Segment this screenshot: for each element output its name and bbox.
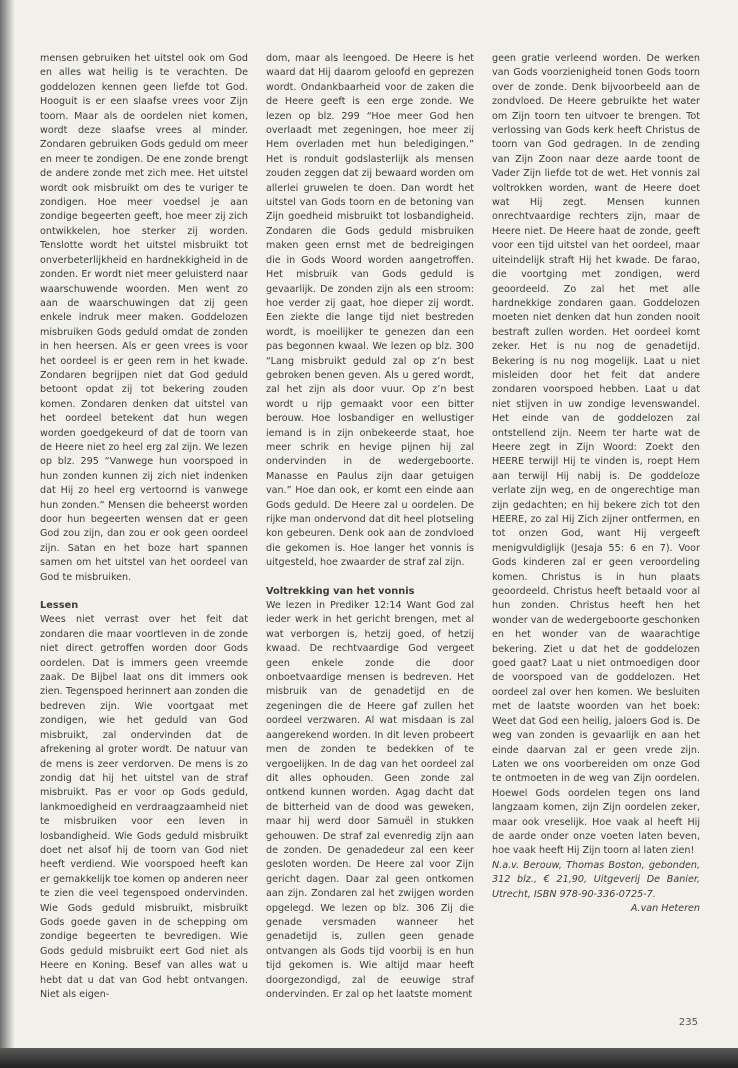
body-paragraph: dom, maar als leengoed. De Heere is het waard dat Hij daarom geloofd en geprezen wordt. Ondankbaarheid voor de zaken die de Heere geeft is een erge zonde. We lezen op blz. 299 “Hoe meer God hen overlaadt met zegeningen, hoe meer zij Hem overladen met hun beledigingen.” Het is ronduit godslasterlijk als mensen zouden zeggen dat zij bewaard worden om allerlei gruwelen te doen. Dan wordt het uitstel van Gods toorn en de betoning van Zijn goedheid misbruikt tot losbandigheid. Zondaren die Gods geduld misbruiken maken geen ernst met de bedreigingen die in Gods Woord worden aangetroffen. Het misbruik van Gods geduld is gevaarlijk. De zonden zijn als een stroom: hoe verder zij gaat, hoe dieper zij wordt. Een ziekte die lange tijd niet bestreden wordt, is moeilijker te genezen dan een pas begonnen kwaal. We lezen op blz. 300 “Lang misbruikt geduld zal op z’n best gebroken benen geven. Als u gered wordt, zal het zijn als door vuur. Op z’n best wordt u rijp gemaakt voor een bitter berouw. Hoe losbandiger en wellustiger iemand is in zijn onbekeerde staat, hoe meer schrik en hevige pijnen hij zal ondervinden in de wedergeboorte. Manasse en Paulus zijn daar getuigen van.” Hoe dan ook, er komt een einde aan Gods geduld. De Heere zal u oordelen. De rijke man ondervond dat dit heel plotseling kon gebeuren. Denk ook aan de zondvloed die gekomen is. Hoe langer het vonnis is uitgesteld, hoe zwaarder de straf zal zijn. (266, 53, 474, 569)
column-1 (40, 52, 248, 1002)
article-columns (40, 52, 700, 1002)
section-heading-lessen: Lessen (40, 600, 79, 612)
author-signature: A.van Heteren (630, 902, 700, 914)
body-paragraph: geen gratie verleend worden. De werken van Gods voorzienigheid tonen Gods toorn over de zonde. Denk bijvoorbeeld aan de zondvloed. De Heere gebruikte het water om Zijn toorn ten uitvoer te brengen. Tot verlossing van Gods kerk heeft Christus de toorn van God gedragen. In de zending van Zijn Zoon naar deze aarde toont de Vader Zijn liefde tot de wet. Het vonnis zal voltrokken worden, want de Heere doet wat Hij zegt. Mensen kunnen onrechtvaardige rechters zijn, maar de Heere niet. De Heere haat de zonde, geeft voor een tijd uitstel van het oordeel, maar uiteindelijk straft Hij het kwade. De farao, die voortging met zondigen, werd geoordeeld. Zo zal het met alle hardnekkige zondaren gaan. Goddelozen moeten niet denken dat hun zonden nooit bestraft zullen worden. Het oordeel komt zeker. Het is nu nog de genadetijd. Bekering is nu nog mogelijk. Laat u niet misleiden door het feit dat andere zondaren voorspoed hebben. Laat u dat niet stijven in uw zondige levenswandel. Het einde van de goddelozen zal ontstellend zijn. Neem ter harte wat de Heere zegt in Zijn Woord: Zoekt den HEERE terwijl Hij te vinden is, roept Hem aan terwijl Hij nabij is. De goddeloze verlate zijn weg, en de ongerechtige man zijn gedachten; en hij bekere zich tot den HEERE, zo zal Hij Zich zijner ontfermen, en tot onzen God, want Hij vergeeft menigvuldiglijk (Jesaja 55: 6 en 7). Voor Gods kinderen zal er geen veroordeling komen. Christus is in hun plaats geoordeeld. Christus heeft betaald voor al hun zonden. Christus heeft hen het wonder van de wedergeboorte geschonken en het wonder van de waarachtige bekering. Ziet u dat het de goddelozen goed gaat? Laat u niet ontmoedigen door de voorspoed van de goddelozen. Het oordeel zal over hen komen. We besluiten met de laatste woorden van het boek: Weet dat God een heilig, jaloers God is. De weg van zonden is gevaarlijk en aan het einde daarvan zal er geen vrede zijn. Laten we ons voorbereiden om onze God te ontmoeten in de weg van Zijn oordelen. Hoewel Gods oordelen tegen ons land langzaam komen, zijn Zijn oordelen zeker, maar ook vreselijk. Hoe vaak al heeft Hij de aarde onder onze voeten laten beven, hoe vaak heeft Hij Zijn toorn al laten zien! (492, 53, 700, 857)
body-paragraph: We lezen in Prediker 12:14 Want God zal ieder werk in het gericht brengen, met al wat verborgen is, hetzij goed, of hetzij kwaad. De rechtvaardige God vergeet geen enkele zonde die door onboetvaardige mensen is bedreven. Het misbruik van de genadetijd en de zegeningen die de Heere gaf zullen het oordeel verzwaren. Al wat misdaan is zal aangerekend worden. In dit leven probeert men de zonden te bedekken of te vergoelijken. In de dag van het oordeel zal dit alles ophouden. Geen zonde zal ontkend kunnen worden. Agag dacht dat de bitterheid van de dood was geweken, maar hij werd door Samuël in stukken gehouwen. De straf zal evenredig zijn aan de zonden. De genadedeur zal een keer gesloten worden. De Heere zal voor Zijn gericht dagen. Daar zal geen ontkomen aan zijn. Zondaren zal het zwijgen worden opgelegd. We lezen op blz. 306 Zij die genade versmaden wanneer het genadetijd is, zullen geen genade ontvangen als Gods tijd voorbij is en hun tijd gekomen is. Wie altijd maar heeft doorgezondigd, zal de eeuwige straf ondervinden. Er zal op het laatste moment (266, 600, 474, 1000)
section-heading-voltrekking: Voltrekking van het vonnis (266, 585, 415, 597)
book-reference: N.a.v. Berouw, Thomas Boston, gebonden, 312 blz., € 21,90, Uitgeverij De Banier, Utrecht, ISBN 978-90-336-0725-7. (492, 859, 700, 900)
column-3 (492, 52, 700, 1002)
page-bottom-edge (0, 1048, 738, 1068)
body-paragraph: mensen gebruiken het uitstel ook om God en alles wat heilig is te verachten. De goddelozen kennen geen liefde tot God. Hooguit is er een slaafse vrees voor Zijn toorn. Maar als de oordelen niet komen, wordt deze slaafse vrees al minder. Zondaren gebruiken Gods geduld om meer en meer te zondigen. De ene zonde brengt de andere zonde met zich mee. Het uitstel wordt ook misbruikt om des te vuriger te zondigen. Hoe meer voedsel je aan zondige begeerten geeft, hoe meer zij zich ontwikkelen, hoe sterker zij worden. Tenslotte wordt het uitstel misbruikt tot onverbeterlijkheid en hardnekkigheid in de zonden. Er wordt niet meer geluisterd naar waarschuwende woorden. Men went zo aan de waarschuwingen dat zij geen enkele indruk meer maken. Goddelozen misbruiken Gods geduld omdat de zonden in hen heersen. Als er geen vrees is voor het oordeel is er geen rem in het kwade. Zondaren begrijpen niet dat God geduld betoont opdat zij tot bekering zouden komen. Zondaren denken dat uitstel van het oordeel betekent dat hun wegen worden goedgekeurd of dat de toorn van de Heere niet zo heel erg zal zijn. We lezen op blz. 295 “Vanwege hun voorspoed in hun zonden kunnen zij zich niet indenken dat Hij zo heel erg vertoornd is vanwege hun zonden.” Mensen die beheerst worden door hun begeerten wensen dat er geen God zou zijn, dan zou er ook geen oordeel zijn. Satan en het boze hart spannen samen om het uitstel van het oordeel van God te misbruiken. (40, 53, 248, 583)
column-2 (266, 52, 474, 1002)
body-paragraph: Wees niet verrast over het feit dat zondaren die maar voortleven in de zonde niet direct getroffen worden door Gods oordelen. Dat is immers geen vreemde zaak. De Bijbel laat ons dit immers ook zien. Tegenspoed herinnert aan zonden die bedreven zijn. Wie voortgaat met zondigen, wie het geduld van God misbruikt, zal ondervinden dat de afrekening al groter wordt. De natuur van de mens is zeer verdorven. De mens is zo zondig dat hij het uitstel van de straf misbruikt. Pas er voor op Gods geduld, lankmoedigheid en verdraagzaamheid niet te misbruiken voor een leven in losbandigheid. Wie Gods geduld misbruikt doet net alsof hij de toorn van God niet heeft verdiend. Wie voorspoed heeft kan er gemakkelijk toe komen op anderen neer te zien die veel tegenspoed ondervinden. Wie Gods geduld misbruikt, misbruikt Gods goede gaven in de schepping om zondige begeerten te bevredigen. Wie Gods geduld misbruikt eert God niet als Heere en Koning. Besef van alles wat u hebt dat u dat van God hebt ontvangen. Niet als eigen- (40, 614, 248, 1000)
page-number: 235 (678, 1017, 698, 1028)
book-spine-shadow (0, 0, 14, 1048)
